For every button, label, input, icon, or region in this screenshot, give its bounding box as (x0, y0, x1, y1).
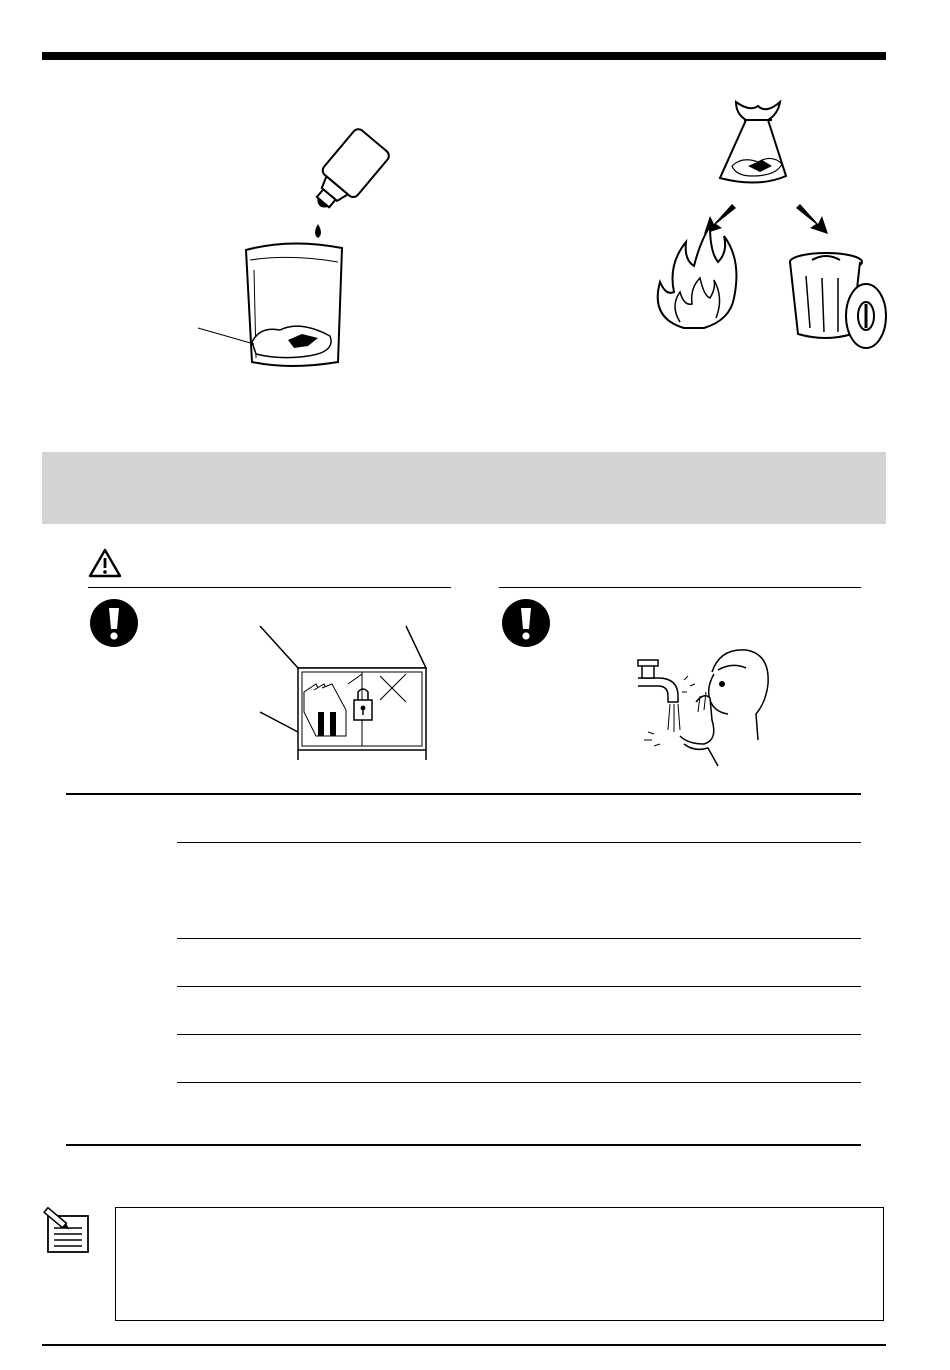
table-row-rule (177, 842, 861, 843)
table-row-rule (177, 938, 861, 939)
table-row-rule (177, 1082, 861, 1083)
ink-bottle-pour-into-bag-icon (190, 130, 400, 375)
caution-right-rule (499, 587, 861, 588)
note-pad-icon (40, 1206, 90, 1254)
wash-eyes-with-water-icon (634, 640, 774, 770)
table-top-rule (66, 793, 861, 795)
caution-left-rule (88, 587, 451, 588)
bag-to-fire-or-trash-icon (640, 92, 900, 362)
mandatory-exclamation-icon (502, 599, 550, 647)
section-heading-band (42, 452, 886, 524)
note-box (115, 1207, 884, 1321)
table-bottom-rule (66, 1144, 861, 1146)
header-rule (42, 52, 886, 60)
mandatory-exclamation-icon (90, 599, 138, 647)
footer-rule (42, 1344, 886, 1346)
warning-triangle-icon (88, 548, 122, 578)
locked-cabinet-storage-icon (258, 622, 434, 762)
table-row-rule (177, 1034, 861, 1035)
table-row-rule (177, 986, 861, 987)
